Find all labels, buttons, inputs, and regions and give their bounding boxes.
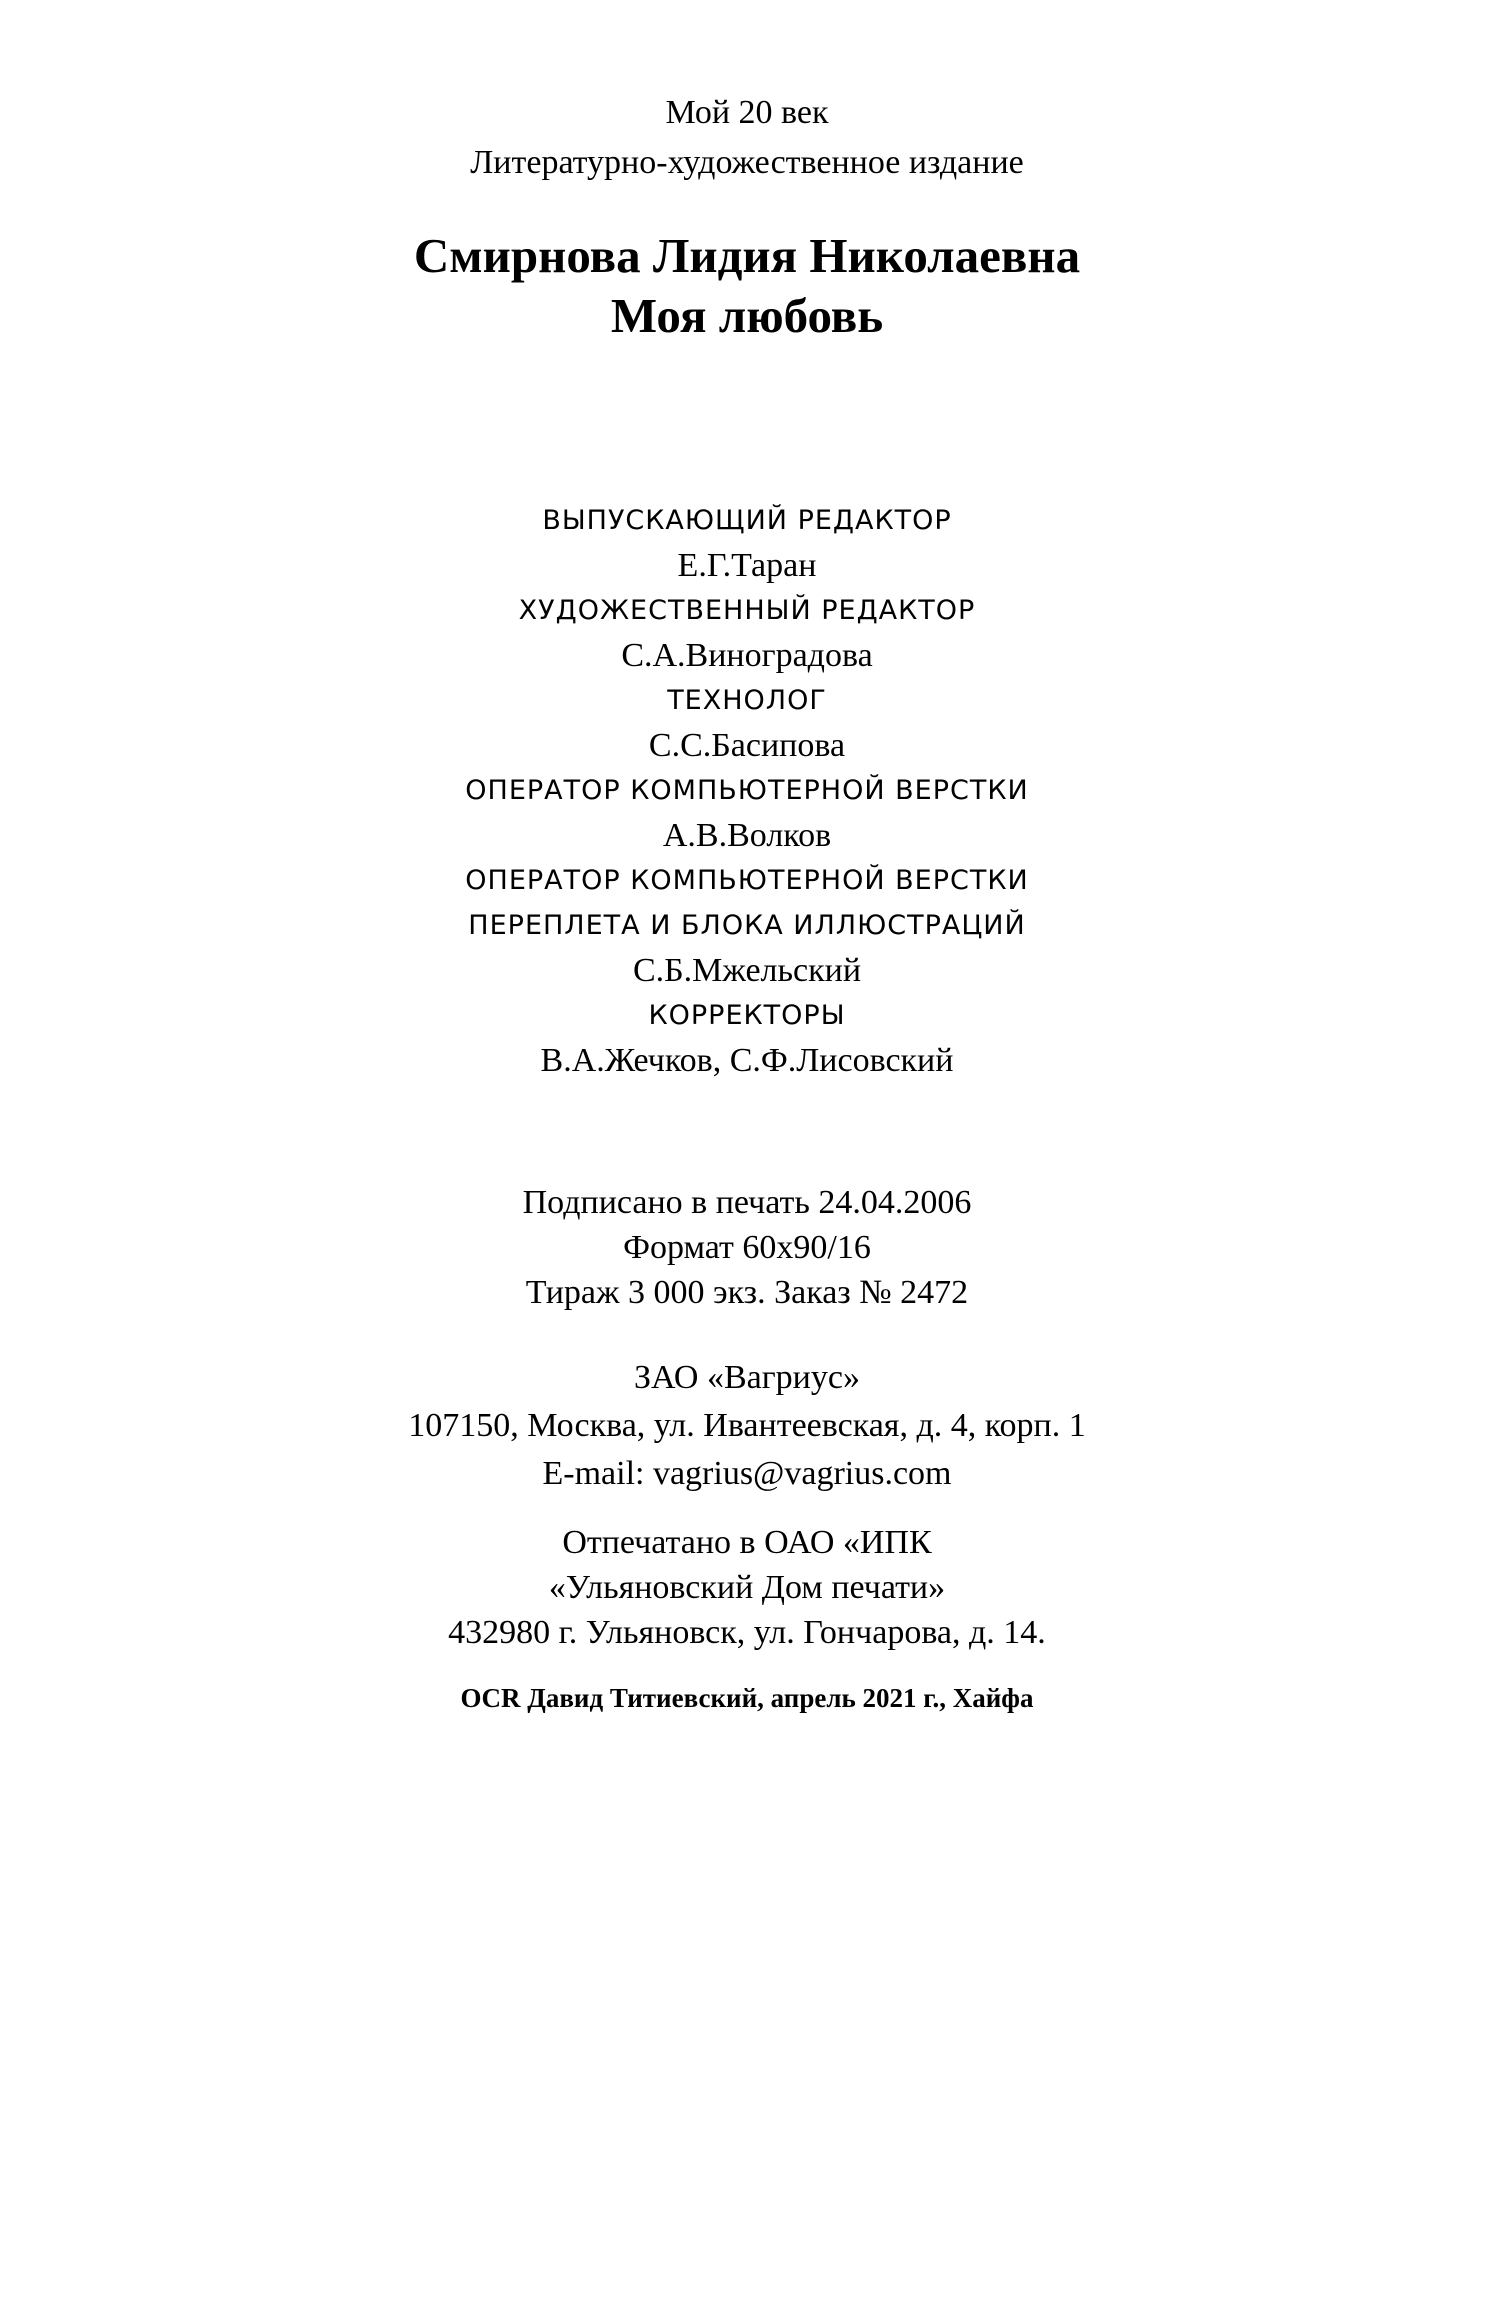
credit-person: В.А.Жечков, С.Ф.Лисовский <box>540 1042 954 1079</box>
print-info-block <box>0 1180 1494 1315</box>
signed-to-print: Подписано в печать 24.04.2006 <box>522 1184 972 1221</box>
edition-type: Литературно-художественное издание <box>470 144 1024 181</box>
credit-person: С.С.Басипова <box>648 727 846 764</box>
credit-role: ВЫПУСКАЮЩИЙ РЕДАКТОР <box>542 505 952 536</box>
credit-role: ТЕХНОЛОГ <box>667 685 827 716</box>
printer-line-2: «Ульяновский Дом печати» <box>548 1569 946 1606</box>
ocr-note: OCR Давид Титиевский, апрель 2021 г., Хайфа <box>460 1683 1034 1713</box>
printer-address: 432980 г. Ульяновск, ул. Гончарова, д. 14. <box>448 1614 1046 1651</box>
printer-line-1: Отпечатано в ОАО «ИПК <box>562 1524 932 1561</box>
publisher-email: E-mail: vagrius@vagrius.com <box>542 1455 952 1492</box>
credit-role: ХУДОЖЕСТВЕННЫЙ РЕДАКТОР <box>518 595 976 626</box>
credit-person: С.А.Виноградова <box>621 637 873 674</box>
credit-person: Е.Г.Таран <box>677 547 817 584</box>
publisher-address: 107150, Москва, ул. Ивантеевская, д. 4, корп. 1 <box>408 1407 1086 1444</box>
publisher-name: ЗАО «Вагриус» <box>634 1359 860 1396</box>
printer-block <box>0 1520 1494 1655</box>
credit-person: С.Б.Мжельский <box>632 952 862 989</box>
publisher-block <box>0 1354 1494 1498</box>
book-title-block <box>0 226 1494 346</box>
credit-role: КОРРЕКТОРЫ <box>648 1000 846 1031</box>
credit-person: А.В.Волков <box>662 817 832 854</box>
print-run-order: Тираж 3 000 экз. Заказ № 2472 <box>525 1274 969 1311</box>
paper-format: Формат 60x90/16 <box>623 1229 871 1266</box>
book-author: Смирнова Лидия Николаевна <box>413 228 1081 283</box>
series-block <box>0 88 1494 188</box>
credit-role: ПЕРЕПЛЕТА И БЛОКА ИЛЛЮСТРАЦИЙ <box>468 910 1026 941</box>
credit-role: ОПЕРАТОР КОМПЬЮТЕРНОЙ ВЕРСТКИ <box>465 775 1029 806</box>
book-title: Моя любовь <box>610 288 884 343</box>
credit-role: ОПЕРАТОР КОМПЬЮТЕРНОЙ ВЕРСТКИ <box>465 865 1029 896</box>
series-name: Мой 20 век <box>665 94 829 131</box>
credits-list <box>0 498 1494 1083</box>
